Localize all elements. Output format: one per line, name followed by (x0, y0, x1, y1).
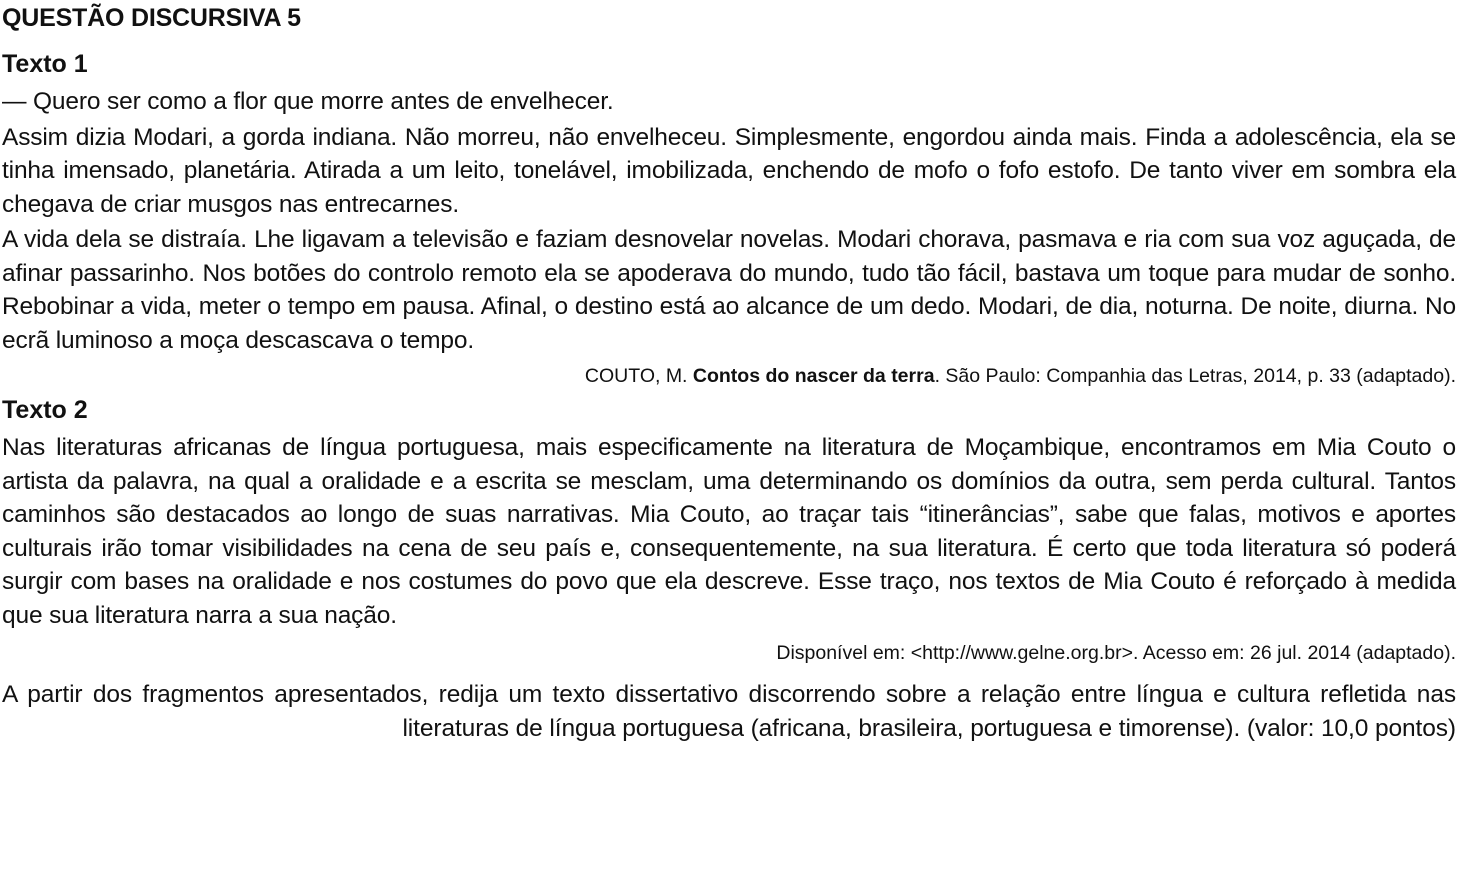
texto1-source-prefix: COUTO, M. (584, 365, 693, 387)
texto1-paragraph-1: — Quero ser como a flor que morre antes de envelhecer. (2, 88, 614, 115)
question-prompt (2, 678, 1456, 746)
texto2-heading: Texto 2 (2, 396, 88, 424)
texto2-source: Disponível em: <http://www.gelne.org.br>. Acesso em: 26 jul. 2014 (adaptado). (776, 642, 1456, 664)
question-value: (valor: 10,0 pontos) (1246, 715, 1456, 742)
texto1-heading: Texto 1 (2, 50, 88, 78)
question-text: A partir dos fragmentos apresentados, redija um texto dissertativo discorrendo sobre a relação entre língua e cultura refletida nas literaturas de língua portuguesa (africana, brasileira, portuguesa e timorense). (2, 681, 1456, 742)
texto2-paragraph: Nas literaturas africanas de língua portuguesa, mais especificamente na literatura de Moçambique, encontramos em Mia Couto o artista da palavra, na qual a oralidade e a escrita se mesclam, uma determinando os domínios da outra, sem perda cultural. Tantos caminhos são destacados ao longo de suas narrativas. Mia Couto, ao traçar tais “itinerâncias”, sabe que falas, motivos e aportes culturais irão tomar visibilidades na cena de seu país e, consequentemente, na sua literatura. É certo que toda literatura só poderá surgir com bases na oralidade e nos costumes do povo que ela descreve. Esse traço, nos textos de Mia Couto é reforçado à medida que sua literatura narra a sua nação. (2, 434, 1456, 629)
texto1-source-suffix: . São Paulo: Companhia das Letras, 2014, p. 33 (adaptado). (934, 365, 1456, 387)
texto1-paragraph-2: Assim dizia Modari, a gorda indiana. Não morreu, não envelheceu. Simplesmente, engordou ainda mais. Finda a adolescência, ela se tinha imensado, planetária. Atirada a um leito, tonelável, imobilizada, enchendo de mofo o fofo estofo. De tanto viver em sombra ela chegava de criar musgos nas entrecarnes. (2, 123, 1456, 218)
texto1-source (2, 363, 1456, 389)
page-title: QUESTÃO DISCURSIVA 5 (2, 4, 301, 32)
texto1-paragraph-3: A vida dela se distraía. Lhe ligavam a televisão e faziam desnovelar novelas. Modari chorava, pasmava e ria com sua voz aguçada, de afinar passarinho. Nos botões do controlo remoto ela se apoderava do mundo, tudo tão fácil, bastava um toque para mudar de sonho. Rebobinar a vida, meter o tempo em pausa. Afinal, o destino está ao alcance de um dedo. Modari, de dia, noturna. De noite, diurna. No ecrã luminoso a moça descascava o tempo. (2, 226, 1456, 354)
texto1-source-book: Contos do nascer da terra (692, 365, 935, 387)
